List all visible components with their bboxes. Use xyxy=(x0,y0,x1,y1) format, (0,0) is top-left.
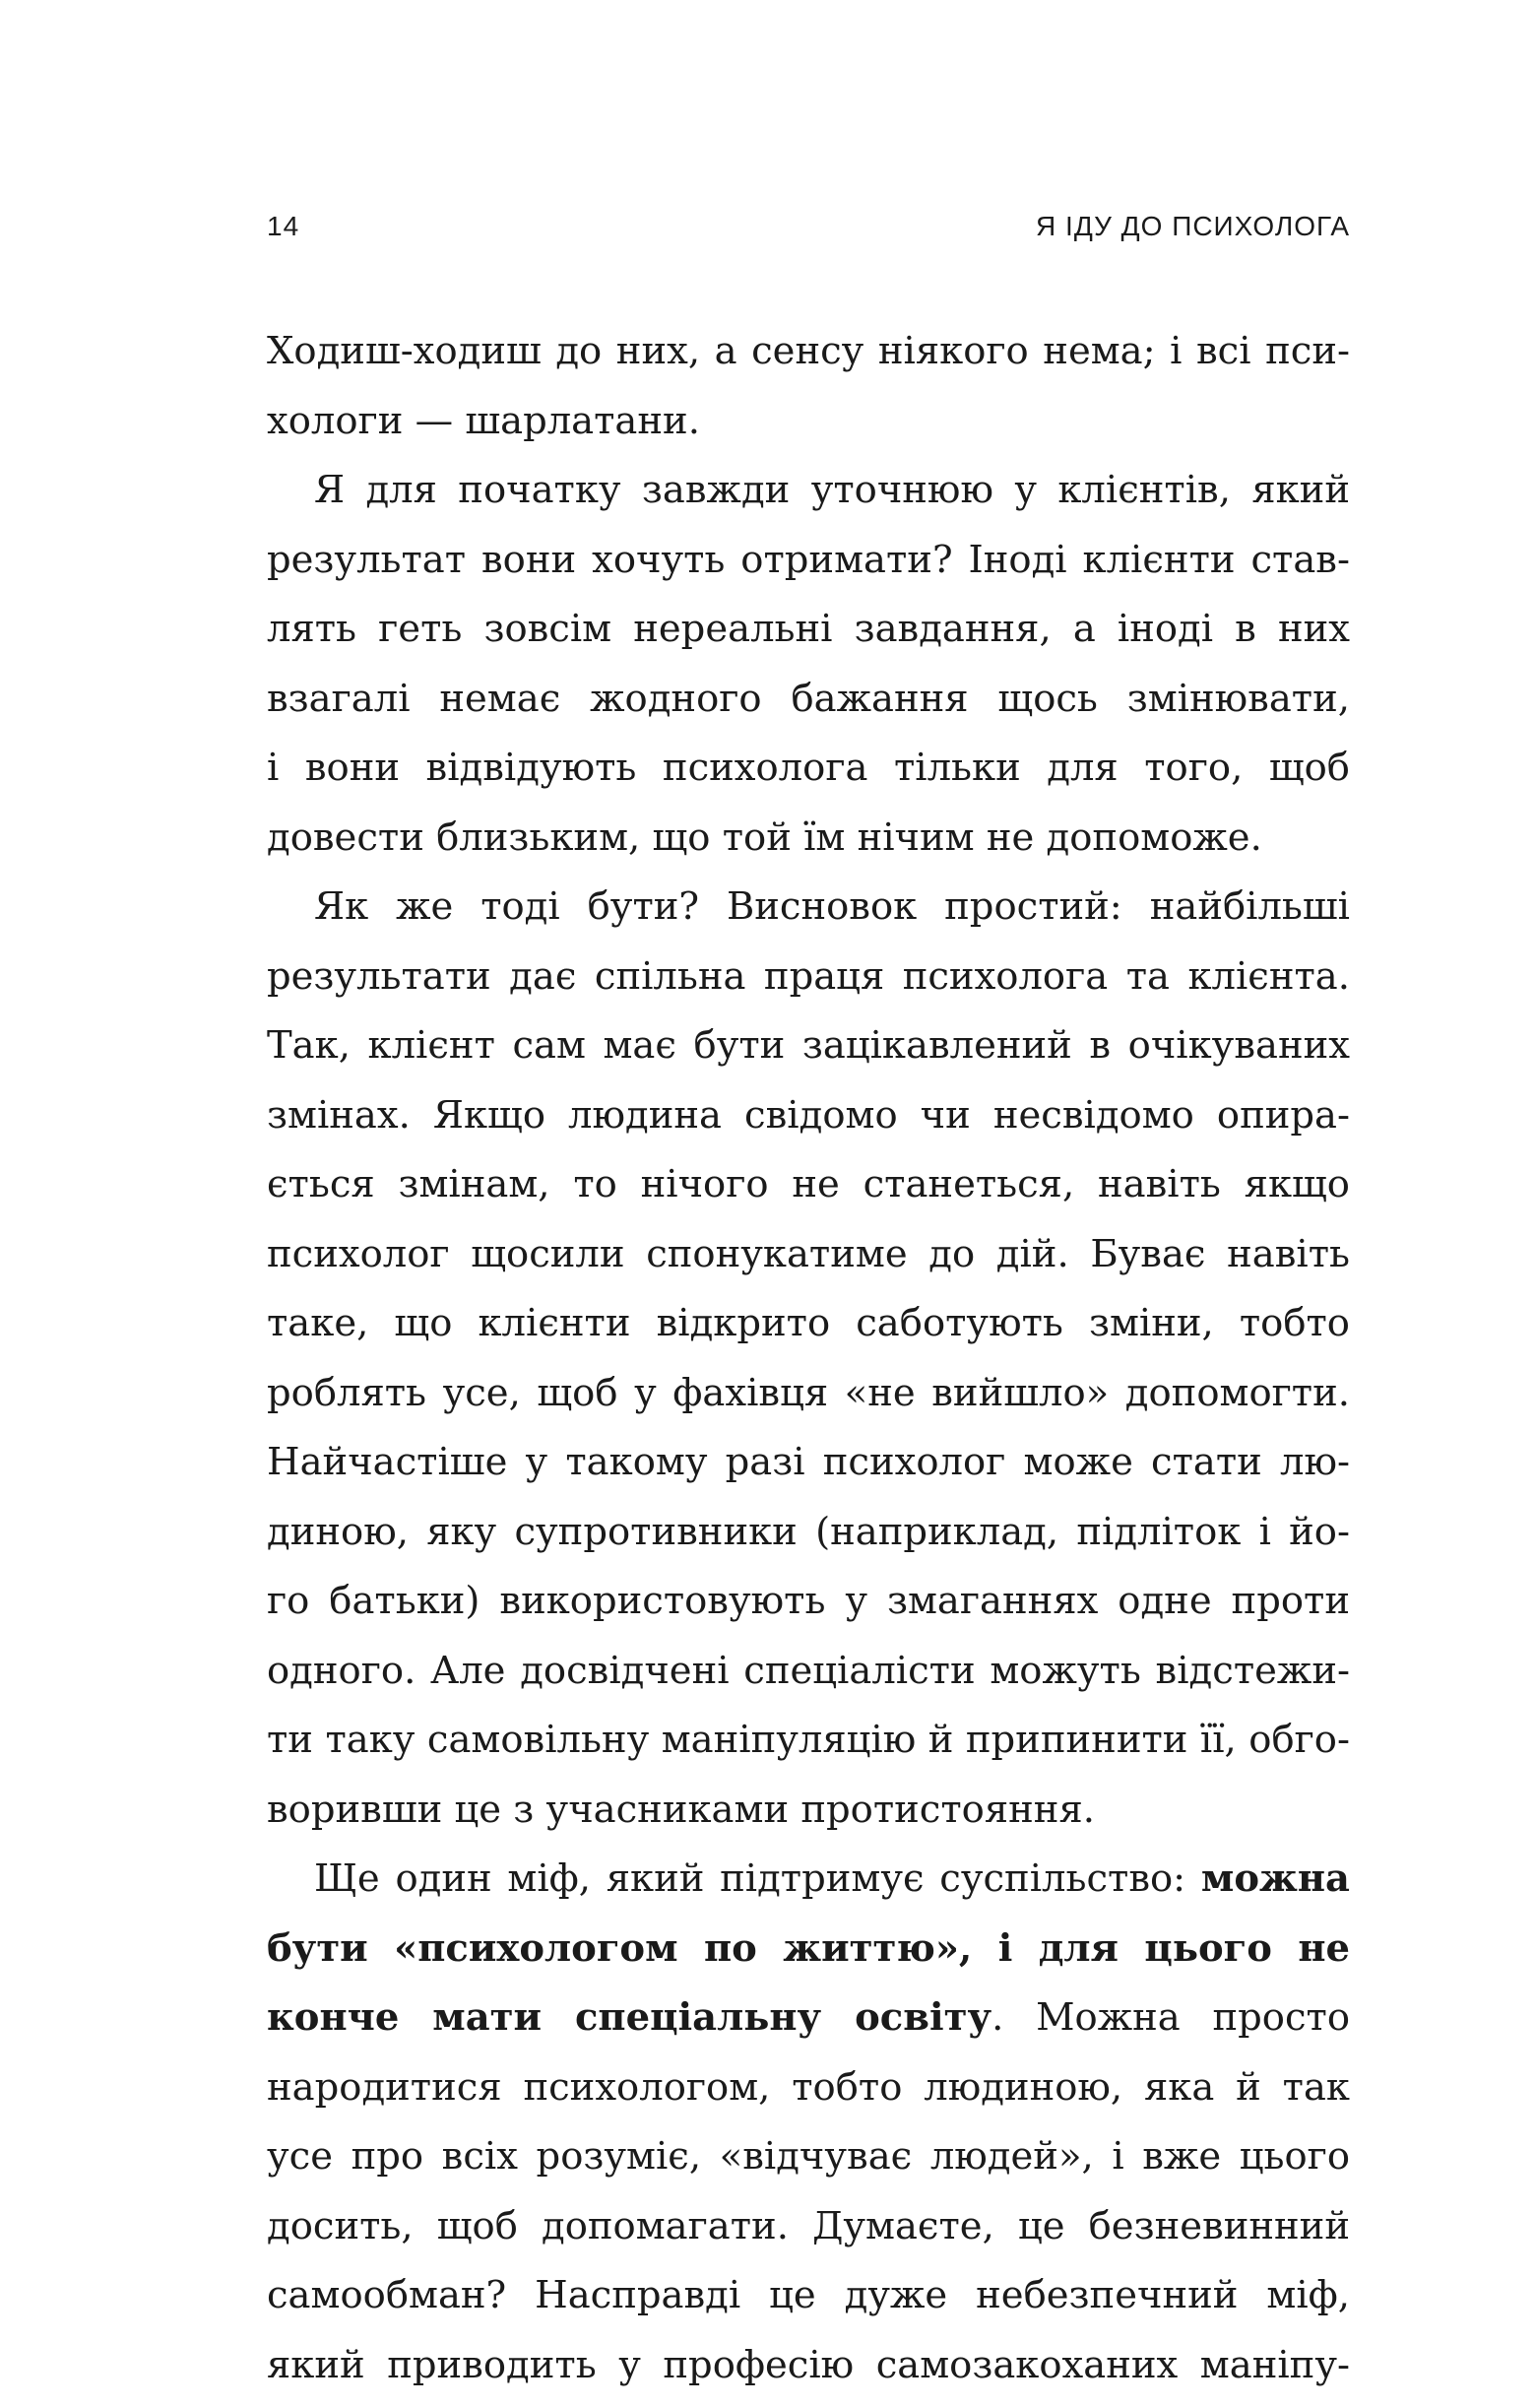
text-line: довести близьким, що той їм нічим не допоможе. xyxy=(267,814,1262,860)
text-line: який приводить у професію самозакоханих маніпу- xyxy=(267,2342,1350,2387)
regular-text: . Можна просто xyxy=(991,1995,1350,2040)
text-line: диною, яку супротивники (наприклад, підліток і йо- xyxy=(267,1509,1350,1554)
text-line: роблять усе, щоб у фахівця «не вийшло» допомогти. xyxy=(267,1370,1350,1415)
paragraph xyxy=(267,317,1350,456)
bold-text: можна xyxy=(1200,1856,1350,1901)
text-line: досить, щоб допомагати. Думаєте, це безневинний xyxy=(267,2203,1350,2248)
paragraph xyxy=(267,1845,1350,2400)
text-line: Ходиш-ходиш до них, а сенсу ніякого нема; і всі пси- xyxy=(267,329,1350,373)
body-text xyxy=(267,317,1350,2400)
text-line xyxy=(267,1984,1350,2053)
regular-text: Ще один міф, який підтримує суспільство: xyxy=(314,1856,1201,1901)
text-line: психолог щосили спонукатиме до дій. Буває навіть xyxy=(267,1231,1350,1276)
text-line: самообман? Насправді це дуже небезпечний міф, xyxy=(267,2273,1350,2317)
text-line: лять геть зовсім нереальні завдання, а іноді в них xyxy=(267,607,1350,651)
text-line xyxy=(267,1915,1350,1985)
text-line: Я для початку завжди уточнюю у клієнтів, який xyxy=(314,468,1350,512)
text-line: го батьки) використовують у змаганнях одне проти xyxy=(267,1579,1350,1623)
text-line: Як же тоді бути? Висновок простий: найбільші xyxy=(314,884,1350,929)
text-line: хологи — шарлатани. xyxy=(267,398,700,443)
text-line: ти таку самовільну маніпуляцію й припинити її, обго- xyxy=(267,1718,1350,1762)
paragraph xyxy=(267,873,1350,1845)
text-line: результати дає спільна праця психолога та клієнта. xyxy=(267,953,1350,999)
text-line: взагалі немає жодного бажання щось змінювати, xyxy=(267,676,1350,721)
text-line: результат вони хочуть отримати? Іноді клієнти став- xyxy=(267,537,1350,582)
text-line: і вони відвідують психолога тільки для того, щоб xyxy=(267,746,1350,790)
text-line: одного. Але досвідчені спеціалісти можуть відстежи- xyxy=(267,1648,1350,1693)
text-line: Найчастіше у такому разі психолог може стати лю- xyxy=(267,1440,1350,1484)
bold-text: бути «психологом по життю», і для цього не xyxy=(267,1925,1350,1971)
text-line: ється змінам, то нічого не станеться, навіть якщо xyxy=(267,1162,1350,1206)
text-line: народитися психологом, тобто людиною, яка й так xyxy=(267,2064,1350,2110)
text-line: Так, клієнт сам має бути зацікавлений в очікуваних xyxy=(267,1023,1350,1068)
text-line: усе про всіх розуміє, «відчуває людей», і вже цього xyxy=(267,2134,1350,2179)
text-line: змінах. Якщо людина свідомо чи несвідомо опира- xyxy=(267,1092,1350,1138)
text-line: воривши це з учасниками протистояння. xyxy=(267,1787,1095,1832)
paragraph xyxy=(267,456,1350,873)
running-title: Я ІДУ ДО ПСИХОЛОГА xyxy=(1036,211,1350,241)
bold-text: конче мати спеціальну освіту xyxy=(267,1995,992,2040)
text-line: таке, що клієнти відкрито саботують зміни, тобто xyxy=(267,1301,1350,1345)
text-line xyxy=(267,1845,1350,1915)
page-number: 14 xyxy=(267,211,300,241)
